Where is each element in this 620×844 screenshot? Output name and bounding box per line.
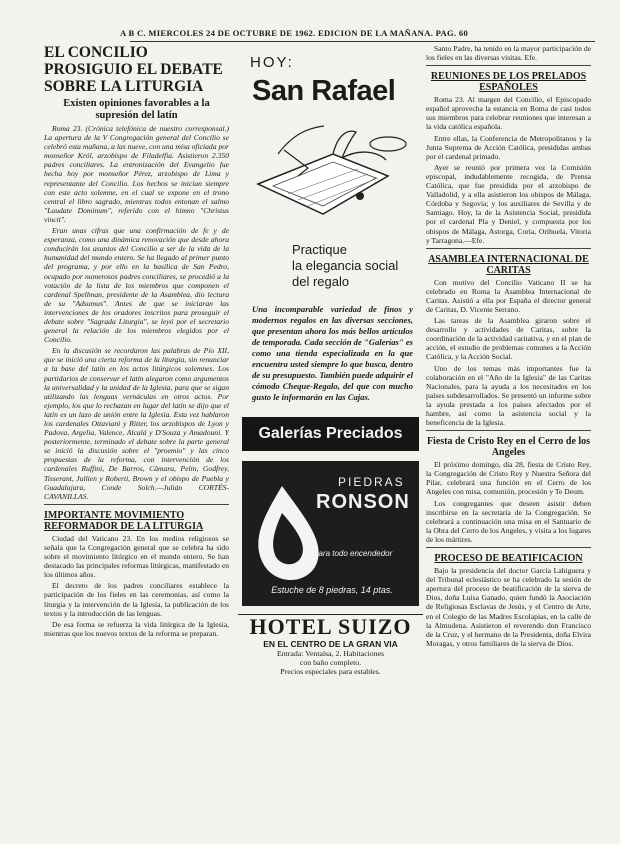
article-paragraph: Eran unas cifras que una confirmación de fe y de esperanza, como una dinámica renovación que desde ahora conducirán los asuntos del Concilio a ser de la vida de la humanidad del mundo entero. Se ha llegado al primer punto del programa, y por ello en la basílica de San Pedro, ocupado por numerosos padres conciliares, se procedió a la votación de la lista de los miembros que componen el cardenal Spellman, presidente de la Asamblea, dio lectura de su "Adsumus". Antes de que se iniciaran las intervenciones de los oradores inscritos para proseguir el debate sobre "Sagrada Liturgia", se leyó por el secretario general la relación de los miembros elegidos por el Concilio. bbox=[44, 226, 229, 345]
article-paragraph: Ciudad del Vaticano 23. En los medios religiosos se señala que la Congregación general que se celebra ha sido sobre el movimiento litúrgico en el mundo entero. Se han destacado las principales reformas litúrgicas, manifestado en los últimos años. bbox=[44, 533, 229, 580]
article-paragraph: Roma 23. (Crónica telefónica de nuestro corresponsal.) La apertura de la V Congregación general del Concilio se celebró esta mañana, a las nueve, con una misa oficiada por monseñor Król, arzobispo de Filadelfia. Asistieron 2.350 padres conciliares. La entronización del Evangelio fue hecha hoy por monseñor Pérez, arzobispo de Lima y representante del Concilio. Los hechos se inician siempre con este acto solemne, en el cual se expone en el trono central el libro sagrado, mientras todos entonan el salmo "Laudate Dominum", referido con el himno "Christus vincit". bbox=[44, 124, 229, 224]
main-headline: EL CONCILIO PROSIGUIO EL DEBATE SOBRE LA LITURGIA bbox=[44, 44, 223, 95]
article-paragraph: El próximo domingo, día 28, fiesta de Cristo Rey, la Congregación de Cristo Rey y Nuestra Señora del Pilar, celebrará una función en el Cerro de los Angeles con misa, comunión, procesión y Te Deum. bbox=[426, 460, 591, 497]
article-paragraph: De esa forma se refuerza la vida litúrgica de la Iglesia, mientras que los nuevos textos de la reforma se preparan. bbox=[44, 619, 229, 638]
section-headline: Fiesta de Cristo Rey en el Cerro de los Angeles bbox=[426, 436, 591, 459]
divider bbox=[426, 65, 591, 66]
divider bbox=[426, 430, 591, 431]
divider bbox=[426, 248, 591, 249]
ronson-brand: RONSON bbox=[316, 491, 410, 513]
section-headline: IMPORTANTE MOVIMIENTO REFORMADOR DE LA LITURGIA bbox=[44, 509, 204, 532]
article-paragraph: Entre ellas, la Conferencia de Metropolitanos y la Junta Suprema de Acción Católica, presididas ambas por el cardenal primado. bbox=[426, 133, 591, 161]
masthead-rule bbox=[130, 41, 595, 42]
galerias-preciados-logo: Galerías Preciados bbox=[242, 417, 419, 451]
hotel-suizo-ad bbox=[238, 614, 423, 677]
article-paragraph: Con motivo del Concilio Vaticano II se ha celebrado en Roma la Asamblea Internacional de Caritas. Asistió a ella por España el director general de Caritas, D. Vicente Serrano. bbox=[426, 277, 591, 314]
masthead: A B C. MIERCOLES 24 DE OCTUBRE DE 1962. EDICION DE LA MAÑANA. PAG. 60 bbox=[120, 28, 469, 38]
article-paragraph: En la discusión se recordaron las palabras de Pío XII, que se inició una cierta reforma de la liturgia, sin renunciar a la base del latín en los actos litúrgicos solemnes. Los partidarios de conservar el latín alegaron como argumentos la universalidad y la unidad de la Iglesia, para que se sigan utilizando las lenguas vernáculas en otros actos. Por ejemplo, los que lo rechazan en lugar del latín se dijo que el latín es un lazo de unión entre la Iglesia. Esta vez hablaron los cardenales Ottaviani y Ritter, los arzobispos de Lyon y Padova, Argelia, Valence, Alcalá y D'Souza y Amadouni. Y posteriormente, terminado el debate sobre la parte general se inició la discusión sobre el "proemio" y las cinco propuestas de la reforma, con intervención de los cardenales Ruffini, De Barros, Câmara, Pelin, Godfrey, Tisserant, Jullien y Roberti, Brown y el obispo de Puebla y Guadalajara, Conde Solch.—Julián CORTÉS-CAVANILLAS. bbox=[44, 346, 229, 501]
hotel-line: con baño completo. bbox=[299, 658, 362, 668]
ad-slogan: Practique la elegancia social del regalo bbox=[292, 242, 399, 289]
gift-illustration-icon bbox=[238, 114, 423, 234]
section-headline: PROCESO DE BEATIFICACION bbox=[434, 553, 583, 565]
hotel-title: HOTEL SUIZO bbox=[249, 614, 412, 639]
article-paragraph: Los congregantes que deseen asistir deben inscribirse en la secretaría de la Congregación. Se celebrará a continuación una misa en el Santuario de la Obra del Cerro de los Angeles, y visita a los lugares de los mártires. bbox=[426, 498, 591, 544]
ad-brand-name: San Rafael bbox=[252, 75, 396, 107]
right-column bbox=[426, 44, 591, 829]
hotel-subtitle: EN EL CENTRO DE LA GRAN VIA bbox=[263, 639, 398, 649]
article-paragraph: Roma 23. Al margen del Concilio, el Episcopado español aprovecha la estancia en Roma de casi todos sus miembros para celebrar reuniones que interesan a la vida católica española. bbox=[426, 95, 591, 132]
ronson-line-3: para todo encendedor bbox=[314, 549, 393, 558]
article-paragraph: Santo Padre, ha tenido en la mayor participación de los fieles en las diversas visitas. Efe. bbox=[426, 44, 591, 63]
article-paragraph: Las tareas de la Asamblea giraron sobre el desarrollo y actividades de Caritas, sobre la coordinación de la actividad caritativa, y en el plan de acción, el estudio de problemas comunes a la Acción Católica, y la Acción Social. bbox=[426, 316, 591, 362]
advertisement-column bbox=[238, 46, 423, 826]
ronson-line-1: PIEDRAS bbox=[338, 475, 405, 489]
article-paragraph: Bajo la presidencia del doctor García Lahiguera y del Tribunal eclesiástico se ha celebrado la sesión de apertura del proceso de beatificación de la sierva de Dios, doña Luisa Ganado, quien fundó la Asociación de Religiosas Esclavas de Jesús, y el Centro de Arte, en el Colegio de las Madres Escolapias, en la calle de la Almudena. Asistieron el reverendo don Francisco de la Cruz, y el hermano de la Presidenta, doña Elvira Moragas, y otros familiares de la sierva de Dios. bbox=[426, 566, 591, 648]
hotel-line: Precios especiales para estables. bbox=[280, 667, 381, 677]
ronson-ad bbox=[242, 461, 419, 606]
hotel-line: Entrada: Ventalsa, 2. Habitaciones bbox=[276, 649, 385, 658]
left-column bbox=[44, 44, 229, 829]
ad-body-text: Una incomparable variedad de finos y modernos regalos en las diversas secciones, que presentan ahora los más bellos artículos de temporada. Cada sección de "Galerías" es como una tienda especializada en la que encuentra usted siempre lo que busca, dentro de su presupuesto. También puede adquirir el cómodo Cheque-Regalo, del que con mucho gusto le informarán en las Cajas. bbox=[252, 304, 413, 402]
section-headline: REUNIONES DE LOS PRELADOS ESPAÑOLES bbox=[430, 71, 587, 94]
divider bbox=[44, 504, 229, 505]
ronson-price: Estuche de 8 piedras, 14 ptas. bbox=[271, 585, 393, 595]
ad-hoy-label: HOY: bbox=[250, 54, 294, 71]
section-headline: ASAMBLEA INTERNACIONAL DE CARITAS bbox=[428, 253, 589, 276]
article-paragraph: Ayer se reunió por primera vez la Comisión episcopal, indudablemente recogida, de Prensa Católica, que fue presidida por el arzobispo de Valladolid, y a ella asistieron los obispos de Málaga, Córdoba y Segovia; y los auxiliares de Sevilla y de Santiago. Hoy, la de la Asistencia Social, presidida por el cardenal Pla y Deniel, y compuesta por los obispos de Málaga, Astorga, Coria, Orihuela, Vitoria y Tarragona.—Efe. bbox=[426, 162, 591, 245]
article-paragraph: Uno de los temas más importantes fue la colaboración en el "Año de la Iglesia" de las Caritas Nacionales, para la ayuda a los necesitados en los países subdesarrollados. Se presentó un informe sobre la ayuda prestada a los países afectados por el hambre, así como la asistencia social y la beneficencia de la Iglesia. bbox=[426, 363, 591, 428]
main-subhead: Existen opiniones favorables a la supresión del latín bbox=[63, 98, 210, 121]
article-paragraph: El decreto de los padres conciliares establece la participación de los fieles en las ceremonias, así como la liturgia y la intervención de la Iglesia, la publicación de los textos y la introducción de las lenguas. bbox=[44, 581, 229, 618]
divider bbox=[426, 547, 591, 548]
